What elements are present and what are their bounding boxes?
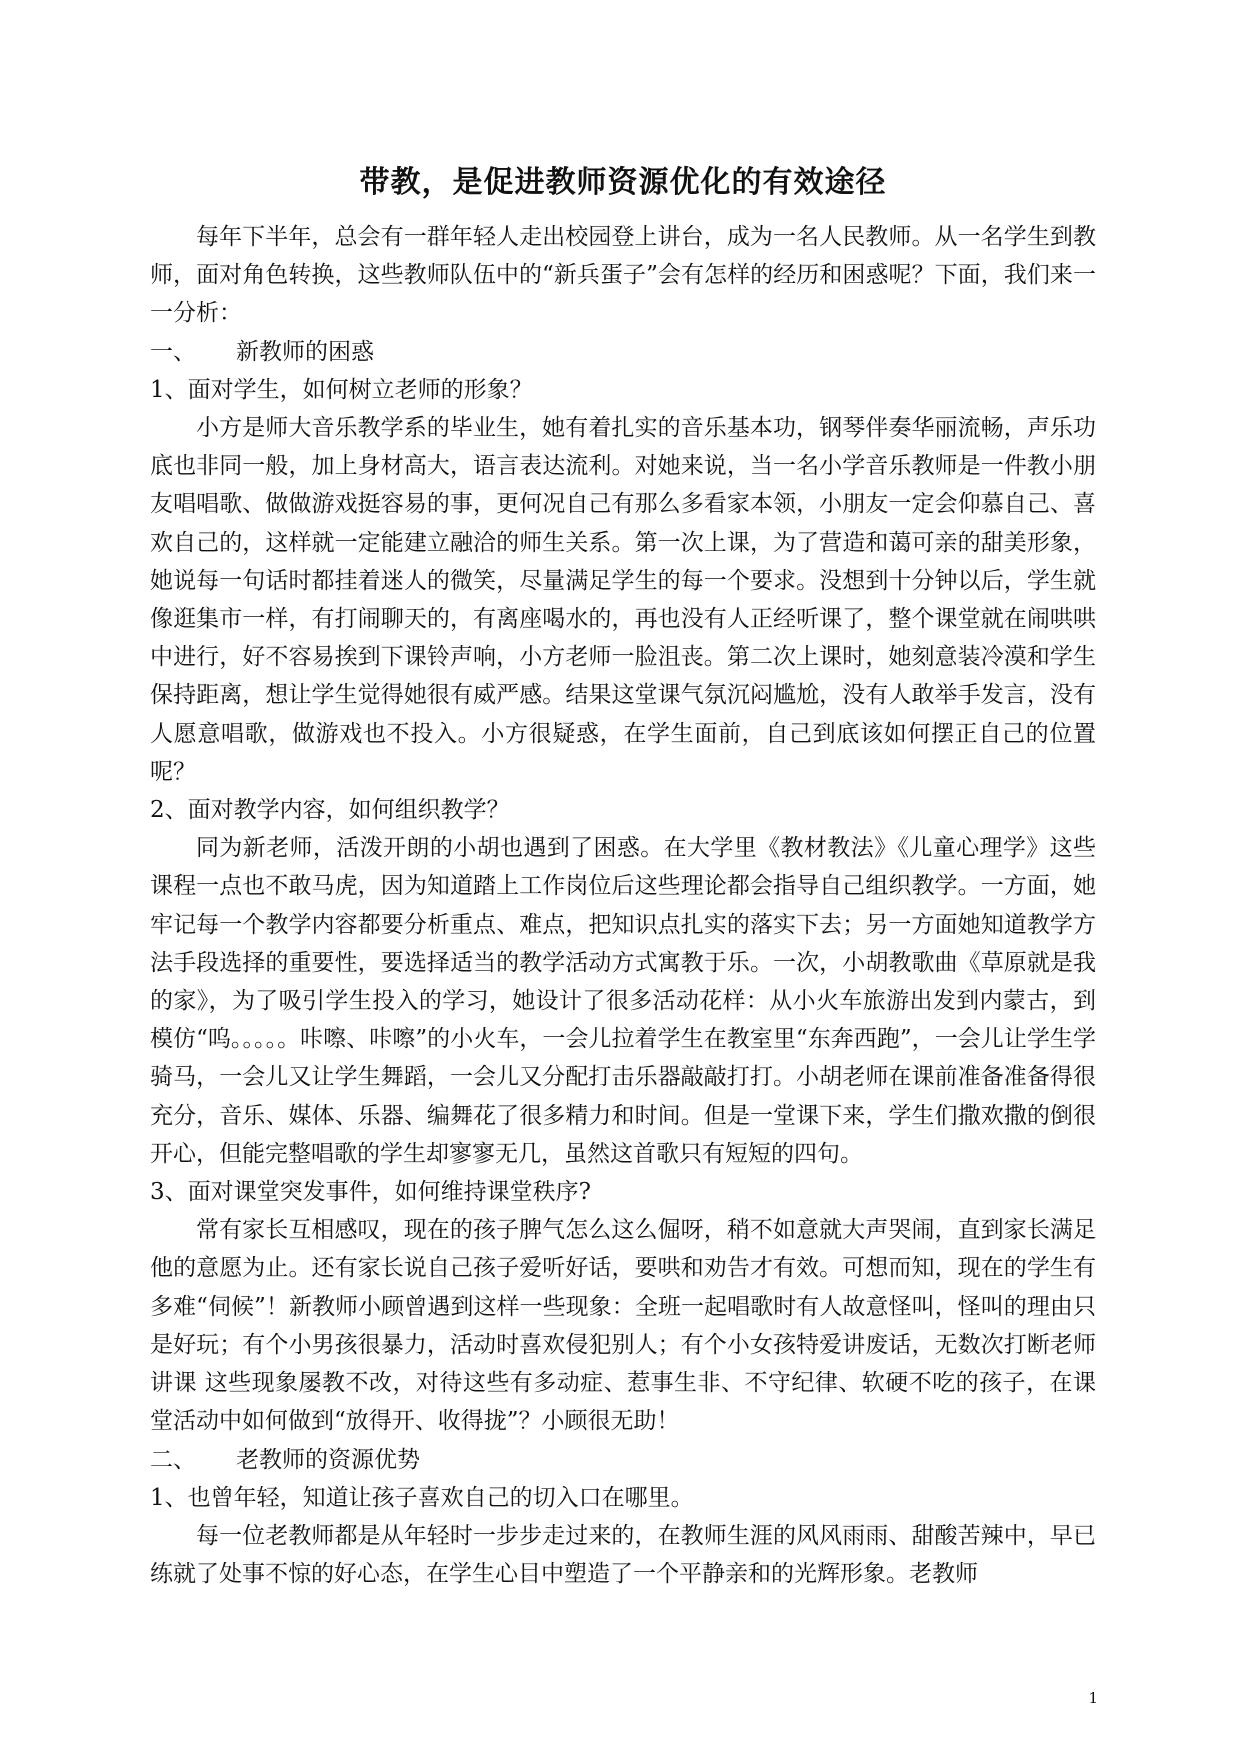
section-2-title: 老教师的资源优势: [236, 1446, 420, 1473]
section-1-item-2-heading: 2、面对教学内容，如何组织教学？: [150, 797, 510, 824]
page-number: 1: [1088, 1689, 1098, 1707]
section-1-item-1-heading: 1、面对学生，如何树立老师的形象？: [150, 376, 533, 403]
section-2-number: 二、: [150, 1446, 196, 1473]
section-1-number: 一、: [150, 338, 196, 365]
section-1-item-1-paragraph: 小方是师大音乐教学系的毕业生，她有着扎实的音乐基本功，钢琴伴奏华丽流畅，声乐功底也非同一般，加上身材高大，语言表达流利。对她来说，当一名小学音乐教师是一件教小朋友唱唱歌、做做游戏挺容易的事，更何况自己有那么多看家本领，小朋友一定会仰慕自己、喜欢自己的，这样就一定能建立融洽的师生关系。第一次上课，为了营造和蔼可亲的甜美形象，她说每一句话时都挂着迷人的微笑，尽量满足学生的每一个要求。没想到十分钟以后，学生就像逛集市一样，有打闹聊天的，有离座喝水的，再也没有人正经听课了，整个课堂就在闹哄哄中进行，好不容易挨到下课铃声响，小方老师一脸沮丧。第二次上课时，她刻意装冷漠和学生保持距离，想让学生觉得她很有威严感。结果这堂课气氛沉闷尴尬，没有人敢举手发言，没有人愿意唱歌，做游戏也不投入。小方很疑惑，在学生面前，自己到底该如何摆正自己的位置呢？: [150, 415, 1096, 785]
document-title: 带教，是促进教师资源优化的有效途径: [359, 165, 887, 200]
document-body: [150, 158, 1096, 1593]
section-1-title: 新教师的困惑: [236, 338, 374, 365]
section-1-item-2-paragraph: 同为新老师，活泼开朗的小胡也遇到了困惑。在大学里《教材教法》《儿童心理学》这些课程一点也不敢马虎，因为知道踏上工作岗位后这些理论都会指导自己组织教学。一方面，她牢记每一个教学内容都要分析重点、难点，把知识点扎实的落实下去；另一方面她知道教学方法手段选择的重要性，要选择适当的教学活动方式寓教于乐。一次，小胡教歌曲《草原就是我的家》，为了吸引学生投入的学习，她设计了很多活动花样：从小火车旅游出发到内蒙古，到模仿“呜。。。。。咔嚓、咔嚓”的小火车，一会儿拉着学生在教室里“东奔西跑”，一会儿让学生学骑马，一会儿又让学生舞蹈，一会儿又分配打击乐器敲敲打打。小胡老师在课前准备准备得很充分，音乐、媒体、乐器、编舞花了很多精力和时间。但是一堂课下来，学生们撒欢撒的倒很开心，但能完整唱歌的学生却寥寥无几，虽然这首歌只有短短的四句。: [150, 835, 1096, 1167]
section-1-heading: [150, 333, 1096, 371]
section-2-heading: [150, 1441, 1096, 1479]
section-2-item-1-paragraph: 每一位老教师都是从年轻时一步步走过来的，在教师生涯的风风雨雨、甜酸苦辣中，早已练就了处事不惊的好心态，在学生心目中塑造了一个平静亲和的光辉形象。老教师: [150, 1522, 1096, 1588]
intro-paragraph: 每年下半年，总会有一群年轻人走出校园登上讲台，成为一名人民教师。从一名学生到教师，面对角色转换，这些教师队伍中的“新兵蛋子”会有怎样的经历和困惑呢？下面，我们来一一分析：: [150, 224, 1096, 327]
section-2-item-1-heading: 1、也曾年轻，知道让孩子喜欢自己的切入口在哪里。: [150, 1484, 694, 1511]
section-1-item-3-heading: 3、面对课堂突发事件，如何维持课堂秩序?: [150, 1179, 591, 1206]
section-1-item-3-paragraph: 常有家长互相感叹，现在的孩子脾气怎么这么倔呀，稍不如意就大声哭闹，直到家长满足他的意愿为止。还有家长说自己孩子爱听好话，要哄和劝告才有效。可想而知，现在的学生有多难“伺候”！新教师小顾曾遇到这样一些现象：全班一起唱歌时有人故意怪叫，怪叫的理由只是好玩；有个小男孩很暴力，活动时喜欢侵犯别人；有个小女孩特爱讲废话，无数次打断老师讲课 这些现象屡教不改，对待这些有多动症、惹事生非、不守纪律、软硬不吃的孩子，在课堂活动中如何做到“放得开、收得拢”？小顾很无助！: [150, 1217, 1096, 1435]
